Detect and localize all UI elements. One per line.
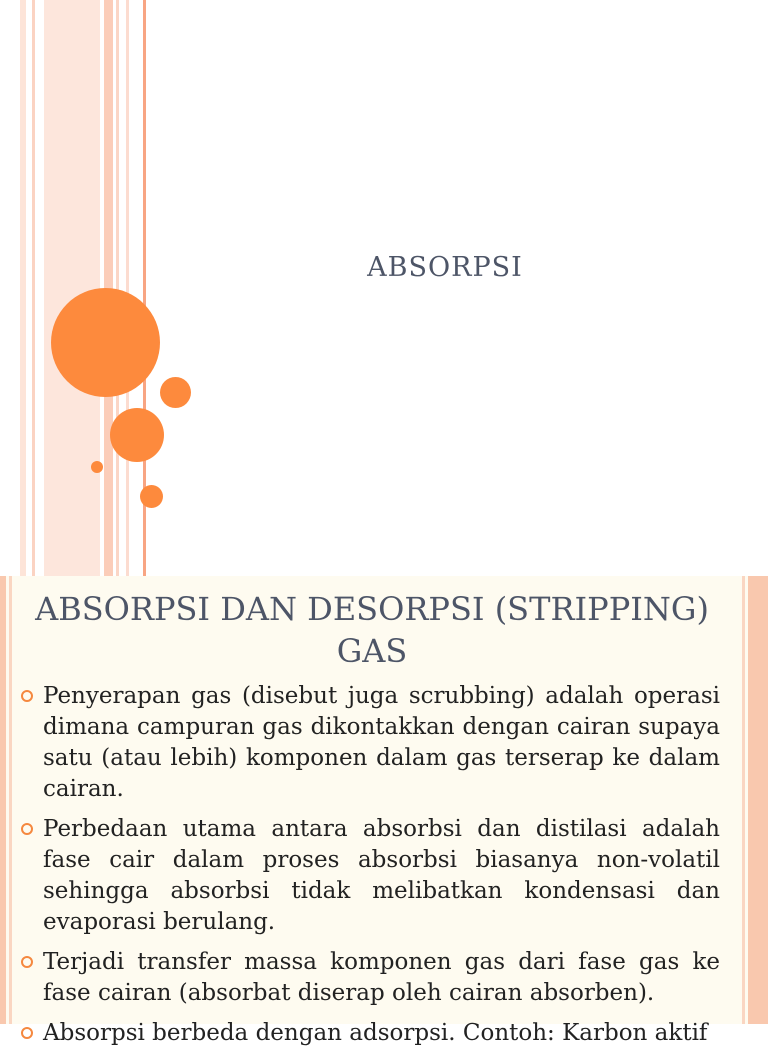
bullet-text: Perbedaan utama antara absorbsi dan distilasi adalah fase cair dalam proses absorbsi biasanya non-volatil sehingga absorbsi tidak melibatkan kondensasi dan evaporasi berulang. [43,816,720,935]
decorative-stripe [32,0,35,576]
decorative-stripe [20,0,26,576]
decorative-circle-large [51,288,160,397]
ring-bullet-icon [21,690,33,702]
ring-bullet-icon [21,956,33,968]
slide-title: ABSORPSI [367,252,523,283]
bullet-text: Absorpsi berbeda dengan adsorpsi. Contoh: Karbon aktif [43,1020,708,1046]
bullet-item [0,1018,768,1049]
bullet-item [0,814,768,938]
content-slide [0,576,768,1046]
decorative-stripe [116,0,119,576]
slide-heading: ABSORPSI DAN DESORPSI (STRIPPING) GAS [35,590,709,670]
bullet-text: Penyerapan gas (disebut juga scrubbing) adalah operasi dimana campuran gas dikontakkan dengan cairan supaya satu (atau lebih) komponen dalam gas terserap ke dalam cairan. [43,683,720,802]
decorative-circle-small [140,485,163,508]
bullet-list [0,681,768,1058]
bullet-item [0,681,768,805]
ring-bullet-icon [21,1027,33,1039]
ring-bullet-icon [21,823,33,835]
decorative-circle-medium [110,408,164,462]
decorative-stripe [126,0,129,576]
decorative-circle-tiny [91,461,103,473]
decorative-circle-small [160,377,191,408]
bullet-item [0,947,768,1009]
decorative-stripe [44,0,100,576]
bullet-text: Terjadi transfer massa komponen gas dari fase gas ke fase cairan (absorbat diserap oleh cairan absorben). [43,949,720,1006]
